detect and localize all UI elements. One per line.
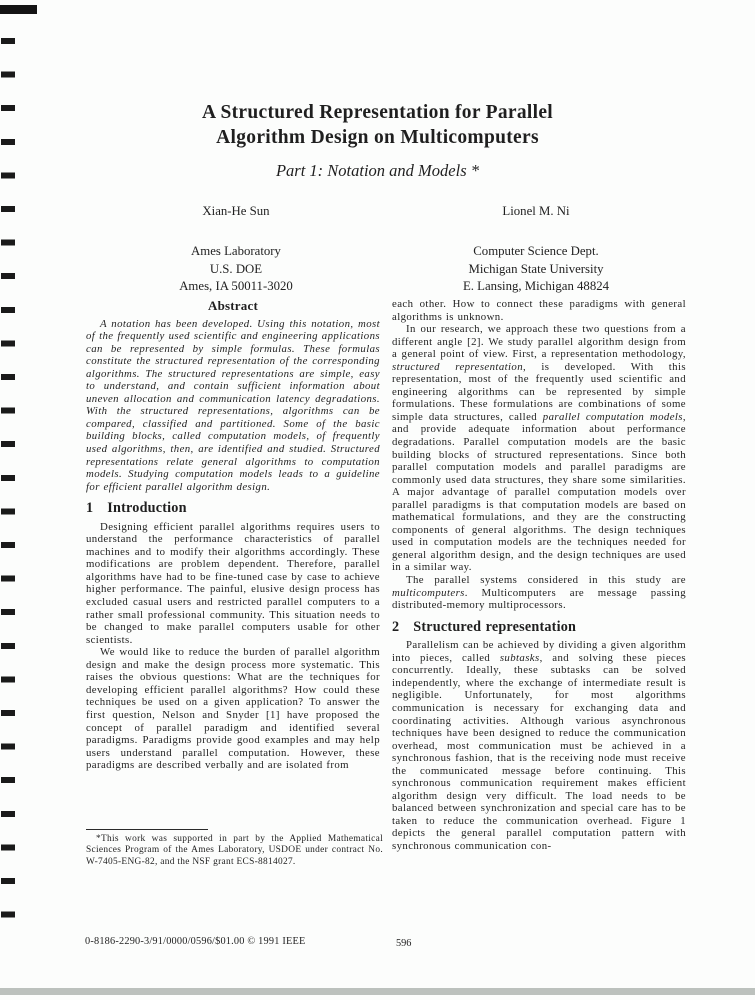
footnote-block [86,829,383,868]
right-paragraph1: each other. How to connect these paradigms with general algorithms is unknown. [392,298,686,323]
paper-title-line1: A Structured Representation for Parallel [201,102,554,123]
abstract-text: A notation has been developed. Using this notation, most of the frequently used scientific and engineering applications can be represented by simple formulas. These formulas constitute the structured representation of the corresponding algorithms. The structured representations are simple, easy to understand, and contain sufficient information about uneven allocation and communication latency degradations. With the structured representations, algorithms can be compared, classified and partitioned. Some of the basic building blocks, called computation models, of frequently used algorithms, then, are identified and studied. Structured representations relate general algorithms to computation models. Studying computation models leads to a guideline for efficient parallel algorithm design. [86,317,380,493]
section1-title: Introduction [107,500,187,517]
copyright-line: 0-8186-2290-3/91/0000/0596/$01.00 © 1991 IEEE [85,936,306,947]
paper-subtitle: Part 1: Notation and Models * [275,161,480,180]
page-number: 596 [396,938,412,949]
right-paragraph3: The parallel systems considered in this study are multicomputers. Multicomputers are message passing distributed-memory multiprocessors. [392,574,686,612]
section2-number: 2 [392,618,400,635]
authors-block [86,204,686,296]
section1-paragraph2: We would like to reduce the burden of parallel algorithm design and make the design process more systematic. This raises the obvious questions: What are the techniques for developing efficient parallel algorithms? How could these techniques be used on a given application? To answer the first question, Nelson and Snyder [1] have proposed the concept of parallel paradigm and identified several paradigms. Paradigms provide good examples and may help users understand parallel computation. However, these paradigms are described verbally and are isolated from [86,646,380,772]
footnote-text: *This work was supported in part by the Applied Mathematical Sciences Program of the Ames Laboratory, USDOE under contract No. W-7405-ENG-82, and the NSF grant ECS-8814027. [86,834,383,867]
author-left-name: Xian-He Sun [202,204,270,218]
section2-paragraph1: Parallelism can be achieved by dividing a given algorithm into pieces, called subtasks, and solving these pieces concurrently. Ideally, these subtasks can be solved independently, where the exchange of intermediate result is negligible. Unfortunately, for most algorithms communication is necessary for exchanging data and coordinating activities. Although various asynchronous techniques have been designed to reduce the communication overhead, most communication must be achieved in a synchronous fashion, that is the receiving node must receive the communicated message before continuing. This synchronous communication requirement makes efficient algorithm design very difficult. The load needs to be balanced between synchronization and special care has to be taken to reduce the communication overhead. Figure 1 depicts the general parallel computation pattern with synchronous communication con- [392,639,686,852]
abstract-heading: Abstract [208,298,258,313]
section2-heading [392,618,686,635]
scan-artifact-corner-bar [0,5,37,14]
author-left [86,204,386,296]
author-right-affil2: Michigan State University [468,261,604,276]
author-right-name: Lionel M. Ni [502,204,570,218]
author-left-affil1: Ames Laboratory [191,244,281,258]
section1-heading [86,502,380,515]
author-left-affil2: U.S. DOE [209,261,263,276]
author-right-affil3: E. Lansing, Michigan 48824 [462,279,610,293]
section1-number: 1 [86,500,94,517]
author-left-affil3: Ames, IA 50011-3020 [179,279,293,293]
title-block [0,100,755,181]
body-columns [86,298,686,853]
right-column [392,298,686,853]
left-column [86,298,380,853]
right-paragraph2: In our research, we approach these two questions from a different angle [2]. We study parallel algorithm design from a general point of view. First, a representation methodology, structured representation, is developed. With this representation, most of the frequently used scientific and engineering algorithms can be represented by simple formulations. These formulations are combinations of some simple data structures, called parallel computation models, and provide adequate information about performance degradations. Parallel computation models are the basic building blocks of structured representations. Since both parallel computation models and parallel paradigms are commonly used data structures, they share some similarities. A major advantage of parallel computation models over parallel paradigms is that computation models are based on mathematical formulations, and they are the constructing components of general algorithms. The design techniques used in computation models are the techniques needed for general algorithm design, and the design techniques are used in a similar way. [392,323,686,574]
section1-paragraph1: Designing efficient parallel algorithms requires users to understand the performance characteristics of parallel machines and to modify their algorithms accordingly. These modifications are problem dependent. Therefore, parallel algorithms have had to be fine-tuned case by case to achieve higher performance. The painful, elusive design process has excluded casual users and restricted parallel computers to a rather small professional community. This situation needs to be changed to make parallel computers usable for other scientists. [86,520,380,646]
author-right-affil1: Computer Science Dept. [473,244,599,258]
paper-title-line2: Algorithm Design on Multicomputers [216,127,539,148]
author-right [386,204,686,296]
footnote-rule [86,829,208,830]
section2-title: Structured representation [413,618,577,635]
scan-artifact-bottom-strip [0,988,755,995]
